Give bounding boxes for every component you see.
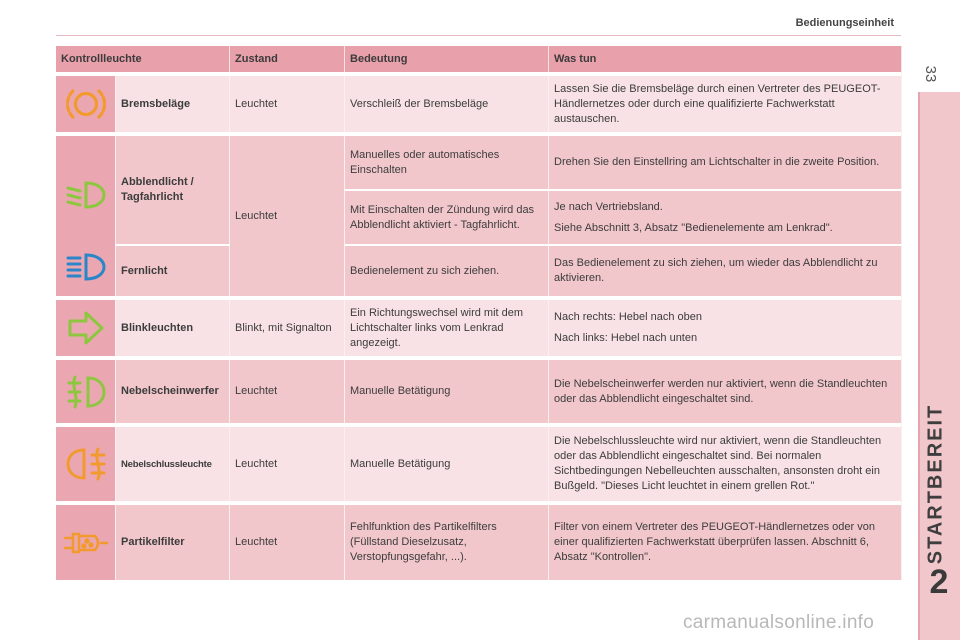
particle-filter-icon xyxy=(56,528,115,558)
table-row-blinkleuchten xyxy=(56,300,902,356)
side-tab-divider xyxy=(918,92,920,640)
watermark: carmanualsonline.info xyxy=(683,612,875,633)
lamp-action: Das Bedienelement zu sich ziehen, um wieder das Abblendlicht zu aktivieren. xyxy=(549,244,902,296)
lamp-meaning: Fehlfunktion des Partikelfilters (Füllstand Dieselzusatz, Verstopfungsgefahr, ...). xyxy=(345,505,549,580)
lamp-name: Nebelschlussleuchte xyxy=(116,427,230,501)
column-header-zustand: Zustand xyxy=(230,46,345,72)
lamp-action-line: Nach links: Hebel nach unten xyxy=(554,332,698,344)
table-row-partikelfilter xyxy=(56,505,902,580)
chapter-name-text: STARTBEREIT xyxy=(924,403,947,565)
lamp-action xyxy=(549,189,902,244)
page-number: 33 xyxy=(922,65,939,83)
lamp-meaning: Bedienelement zu sich ziehen. xyxy=(345,244,549,296)
lamp-meaning: Mit Einschalten der Zündung wird das Abblendlicht aktiviert - Tagfahrlicht. xyxy=(345,189,549,244)
lamp-name: Blinkleuchten xyxy=(116,300,230,356)
lamp-action: Lassen Sie die Bremsbeläge durch einen Vertreter des PEUGEOT-Händlernetzes oder durch eine qualifizierte Fachwerkstatt austauschen. xyxy=(549,76,902,132)
lamp-meaning: Ein Richtungswechsel wird mit dem Lichtschalter links vom Lenkrad angezeigt. xyxy=(345,300,549,356)
column-header-bedeutung: Bedeutung xyxy=(345,46,549,72)
lamp-name: Nebelscheinwerfer xyxy=(116,360,230,423)
lamp-state: Leuchtet xyxy=(230,76,345,132)
lamp-name: Abblendlicht / Tagfahrlicht xyxy=(116,136,230,244)
lamp-action: Drehen Sie den Einstellring am Lichtschalter in die zweite Position. xyxy=(549,136,902,189)
lamp-meaning: Manuelle Betätigung xyxy=(345,360,549,423)
main-beam-icon xyxy=(56,252,115,282)
lamp-meaning: Manuelle Betätigung xyxy=(345,427,549,501)
lamp-action: Die Nebelschlussleuchte wird nur aktiviert, wenn die Standleuchten oder das Abblendlicht eingeschaltet sind. Bei normalen Sichtbedingungen Nebelleuchten ausschalten, ansonsten droht ein Bußgeld. "Dieses Licht leuchtet in einem grellen Rot." xyxy=(549,427,902,501)
lamp-action xyxy=(549,300,902,356)
header-divider xyxy=(56,35,901,36)
lamp-meaning: Verschleiß der Bremsbeläge xyxy=(345,76,549,132)
lamp-meaning: Manuelles oder automatisches Einschalten xyxy=(345,136,549,189)
lamp-state: Leuchtet xyxy=(230,505,345,580)
lamp-state: Leuchtet xyxy=(230,360,345,423)
table-row-abblendlicht xyxy=(56,136,902,189)
table-row-nebelschlussleuchte xyxy=(56,427,902,501)
table-header-row xyxy=(56,46,902,72)
lamp-name: Fernlicht xyxy=(116,244,230,296)
lamp-name: Bremsbeläge xyxy=(116,76,230,132)
direction-indicator-icon xyxy=(56,310,115,346)
column-header-kontrollleuchte: Kontrollleuchte xyxy=(56,46,230,72)
lamp-action-line: Nach rechts: Hebel nach oben xyxy=(554,311,702,323)
lamp-name: Partikelfilter xyxy=(116,505,230,580)
lamp-action-line: Je nach Vertriebsland. xyxy=(554,200,663,213)
front-fog-lamp-icon xyxy=(56,374,115,410)
lamp-state: Blinkt, mit Signalton xyxy=(230,300,345,356)
dipped-beam-icon xyxy=(56,180,115,210)
brake-pad-warning-icon xyxy=(56,86,115,122)
lamp-action: Die Nebelscheinwerfer werden nur aktiviert, wenn die Standleuchten oder das Abblendlicht eingeschaltet sind. xyxy=(549,360,902,423)
table-row-fernlicht xyxy=(56,244,902,296)
lamp-state: Leuchtet xyxy=(230,427,345,501)
lamp-action: Filter von einem Vertreter des PEUGEOT-Händlernetzes oder von einer qualifizierten Fachwerkstatt überprüfen lassen. Abschnitt 6, Absatz "Kontrollen". xyxy=(549,505,902,580)
column-header-was-tun: Was tun xyxy=(549,46,902,72)
lamp-state: Leuchtet xyxy=(230,136,345,296)
warning-lamp-table xyxy=(56,46,902,580)
chapter-number: 2 xyxy=(929,563,949,601)
lamp-action-line: Siehe Abschnitt 3, Absatz "Bedienelemente am Lenkrad". xyxy=(554,221,833,234)
table-row-bremsbelaege xyxy=(56,76,902,132)
chapter-name xyxy=(924,403,947,565)
section-title: Bedienungseinheit xyxy=(795,17,894,29)
rear-fog-lamp-icon xyxy=(56,446,115,482)
table-row-nebelscheinwerfer xyxy=(56,360,902,423)
